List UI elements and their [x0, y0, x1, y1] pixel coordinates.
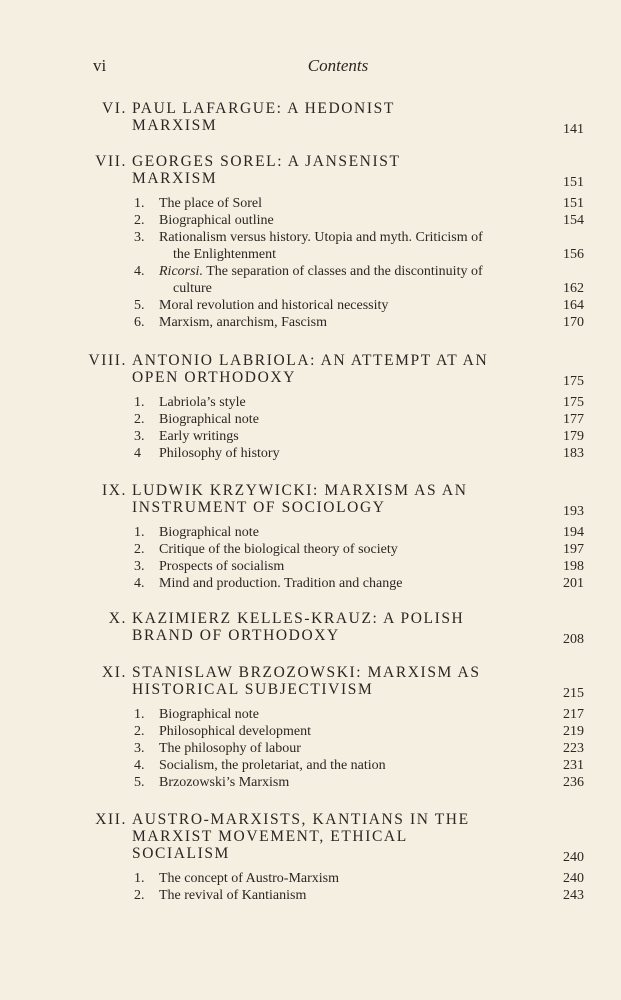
section-number: 2. — [134, 542, 145, 557]
section-number: 4. — [134, 576, 145, 591]
chapter-title-line: LUDWIK KRZYWICKI: MARXISM AS AN — [132, 482, 468, 499]
chapter-title-line: AUSTRO-MARXISTS, KANTIANS IN THE — [132, 811, 470, 828]
section-number: 4. — [134, 264, 145, 279]
section-number: 3. — [134, 559, 145, 574]
section-title-continuation: the Enlightenment — [173, 247, 277, 262]
chapter-title-line: GEORGES SOREL: A JANSENIST — [132, 153, 401, 170]
chapter-number: VI. — [101, 100, 127, 117]
section-number: 6. — [134, 315, 145, 330]
section-title-text: The philosophy of labour — [159, 741, 301, 756]
section-number: 3. — [134, 230, 145, 245]
chapter-title-line: MARXISM — [132, 117, 218, 134]
section-title-text: Brzozowski’s Marxism — [159, 775, 290, 790]
page-number: vi — [93, 56, 107, 75]
section-title-text: Philosophical development — [159, 724, 312, 739]
section-number: 1. — [134, 525, 145, 540]
section-title — [159, 263, 539, 297]
section-title-text: Philosophy of history — [159, 446, 280, 461]
section-title-text: Critique of the biological theory of society — [159, 542, 398, 557]
chapter-title-line: STANISLAW BRZOZOWSKI: MARXISM AS — [132, 664, 481, 681]
section-title-text: Moral revolution and historical necessity — [159, 298, 389, 313]
section-number: 3. — [134, 741, 145, 756]
chapter-page-number: 175 — [563, 374, 584, 389]
chapter-page-number: 240 — [563, 850, 584, 865]
section-title-text: The separation of classes and the discontinuity of — [202, 264, 483, 279]
section-page-number: 156 — [563, 247, 584, 262]
section-number: 5. — [134, 298, 145, 313]
section-title-italic: Ricorsi. — [159, 264, 203, 279]
section-page-number: 183 — [563, 446, 584, 461]
chapter-page-number: 141 — [563, 122, 584, 137]
section-title-text: Biographical note — [159, 525, 259, 540]
section-title — [159, 541, 539, 558]
section-title — [159, 723, 539, 740]
section-page-number: 170 — [563, 315, 584, 330]
section-page-number: 177 — [563, 412, 584, 427]
section-title — [159, 706, 539, 723]
section-number: 2. — [134, 412, 145, 427]
section-page-number: 243 — [563, 888, 584, 903]
section-number: 2. — [134, 888, 145, 903]
chapter-title — [132, 664, 532, 698]
section-title — [159, 887, 539, 904]
section-number: 1. — [134, 871, 145, 886]
section-number: 1. — [134, 196, 145, 211]
section-page-number: 154 — [563, 213, 584, 228]
section-page-number: 197 — [563, 542, 584, 557]
section-number: 5. — [134, 775, 145, 790]
section-page-number: 194 — [563, 525, 584, 540]
page-title: Contents — [307, 56, 369, 75]
running-header — [93, 56, 583, 80]
section-title — [159, 575, 539, 592]
chapter-title-line: MARXISM — [132, 170, 218, 187]
section-page-number: 198 — [563, 559, 584, 574]
section-number: 1. — [134, 395, 145, 410]
chapter-title — [132, 811, 532, 862]
chapter-title — [132, 153, 532, 187]
section-number: 3. — [134, 429, 145, 444]
chapter-title-line: PAUL LAFARGUE: A HEDONIST — [132, 100, 395, 117]
section-title-text: Labriola’s style — [159, 395, 246, 410]
section-title — [159, 314, 539, 331]
section-page-number: 179 — [563, 429, 584, 444]
section-page-number: 240 — [563, 871, 584, 886]
chapter-title — [132, 482, 532, 516]
section-page-number: 151 — [563, 196, 584, 211]
chapter-title-line: KAZIMIERZ KELLES-KRAUZ: A POLISH — [132, 610, 465, 627]
chapter-title-line: BRAND OF ORTHODOXY — [132, 627, 340, 644]
section-title-text: Socialism, the proletariat, and the nation — [159, 758, 386, 773]
chapter-number: IX. — [101, 482, 127, 499]
section-title — [159, 229, 539, 263]
section-title-text: Biographical outline — [159, 213, 274, 228]
section-title-text: The place of Sorel — [159, 196, 263, 211]
section-page-number: 175 — [563, 395, 584, 410]
section-page-number: 231 — [563, 758, 584, 773]
section-title — [159, 524, 539, 541]
section-number: 4 — [134, 446, 141, 461]
chapter-number: VIII. — [88, 352, 127, 369]
section-title — [159, 558, 539, 575]
section-number: 2. — [134, 213, 145, 228]
section-title-text: The concept of Austro-Marxism — [159, 871, 340, 886]
chapter-title-line: HISTORICAL SUBJECTIVISM — [132, 681, 374, 698]
section-page-number: 223 — [563, 741, 584, 756]
section-title — [159, 757, 539, 774]
section-title — [159, 870, 539, 887]
section-title — [159, 212, 539, 229]
section-page-number: 201 — [563, 576, 584, 591]
section-number: 2. — [134, 724, 145, 739]
chapter-page-number: 208 — [563, 632, 584, 647]
chapter-number: VII. — [95, 153, 127, 170]
section-title — [159, 394, 539, 411]
section-page-number: 162 — [563, 281, 584, 296]
chapter-page-number: 193 — [563, 504, 584, 519]
section-title — [159, 411, 539, 428]
section-number: 4. — [134, 758, 145, 773]
section-title-text: Biographical note — [159, 412, 259, 427]
chapter-number: X. — [108, 610, 127, 627]
section-title-text: Prospects of socialism — [159, 559, 285, 574]
chapter-title-line: MARXIST MOVEMENT, ETHICAL — [132, 828, 408, 845]
section-title-text: Early writings — [159, 429, 239, 444]
section-title — [159, 774, 539, 791]
section-title — [159, 195, 539, 212]
section-title — [159, 428, 539, 445]
chapter-title-line: OPEN ORTHODOXY — [132, 369, 296, 386]
chapter-title-line: SOCIALISM — [132, 845, 230, 862]
section-title — [159, 740, 539, 757]
chapter-title — [132, 610, 532, 644]
chapter-page-number: 215 — [563, 686, 584, 701]
section-title-continuation: culture — [173, 281, 212, 296]
chapter-title — [132, 100, 532, 134]
section-number: 1. — [134, 707, 145, 722]
section-title-text: Marxism, anarchism, Fascism — [159, 315, 327, 330]
section-page-number: 219 — [563, 724, 584, 739]
section-title — [159, 445, 539, 462]
section-page-number: 164 — [563, 298, 584, 313]
chapter-number: XII. — [95, 811, 127, 828]
section-page-number: 236 — [563, 775, 584, 790]
section-title-text: The revival of Kantianism — [159, 888, 307, 903]
section-title — [159, 297, 539, 314]
chapter-title — [132, 352, 532, 386]
section-page-number: 217 — [563, 707, 584, 722]
chapter-number: XI. — [101, 664, 127, 681]
section-title-text: Rationalism versus history. Utopia and myth. Criticism of — [159, 230, 483, 245]
section-title-text: Biographical note — [159, 707, 259, 722]
chapter-title-line: ANTONIO LABRIOLA: AN ATTEMPT AT AN — [132, 352, 489, 369]
chapter-title-line: INSTRUMENT OF SOCIOLOGY — [132, 499, 386, 516]
section-title-text: Mind and production. Tradition and change — [159, 576, 403, 591]
chapter-page-number: 151 — [563, 175, 584, 190]
